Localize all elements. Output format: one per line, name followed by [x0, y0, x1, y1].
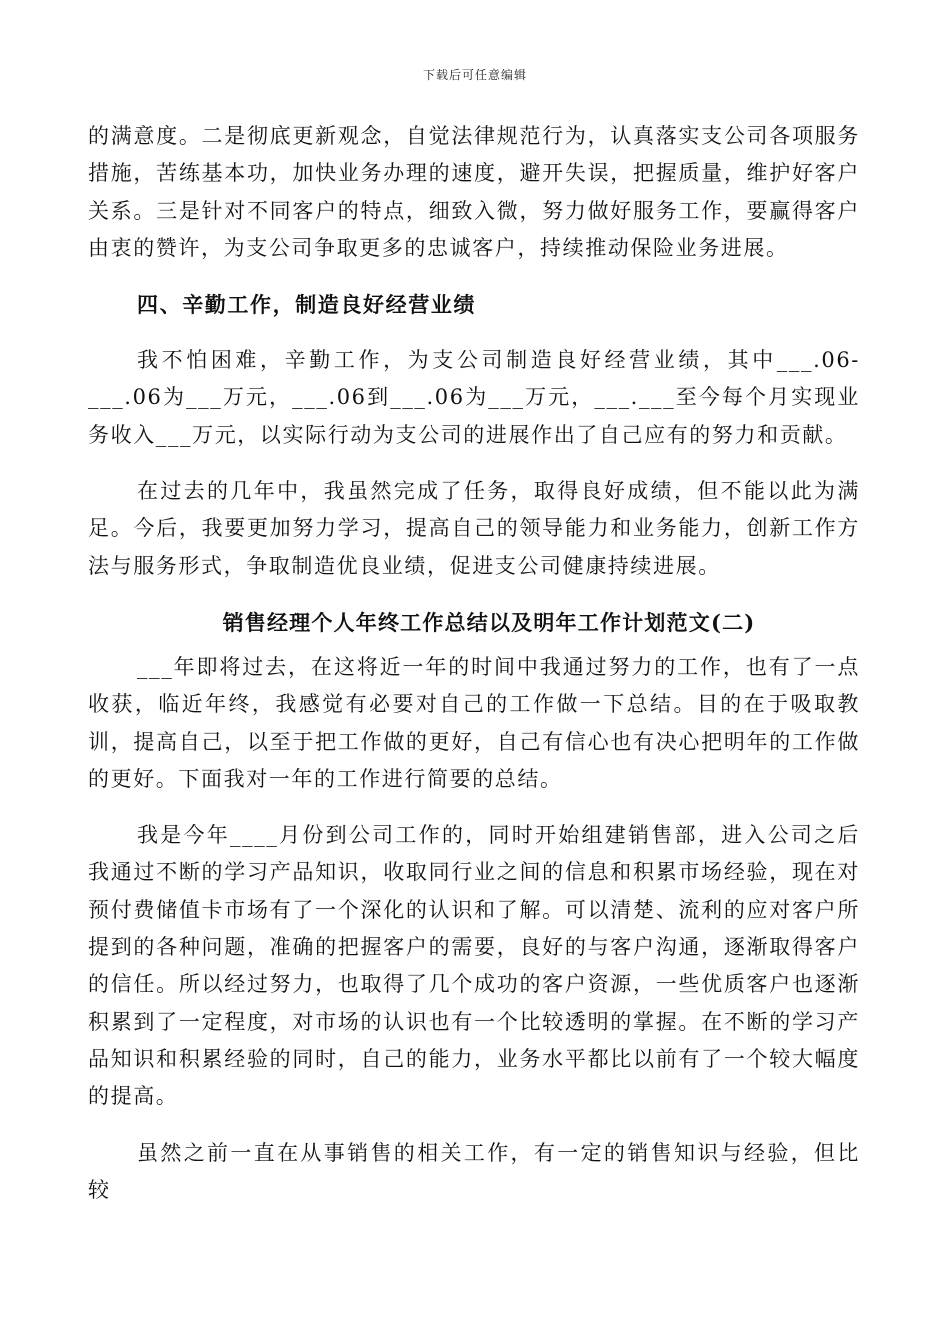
page-header: 下载后可任意编辑	[422, 68, 527, 82]
document-body	[88, 118, 860, 1209]
paragraph-experience: 我是今年____月份到公司工作的，同时开始组建销售部，进入公司之后我通过不断的学习产品知识，收取同行业之间的信息和积累市场经验，现在对预付费储值卡市场有了一个深化的认识和了解。可以清楚、流利的应对客户所提到的各种问题，准确的把握客户的需要，良好的与客户沟通，逐渐取得客户的信任。所以经过努力，也取得了几个成功的客户资源，一些优质客户也逐渐积累到了一定程度，对市场的认识也有一个比较透明的掌握。在不断的学习产品知识和积累经验的同时，自己的能力，业务水平都比以前有了一个较大幅度的提高。	[88, 823, 860, 1109]
document-title: 销售经理个人年终工作总结以及明年工作计划范文(二)	[222, 609, 756, 635]
paragraph-performance: 我不怕困难，辛勤工作，为支公司制造良好经营业绩，其中___.06-___.06为___万元，___.06到___.06为___万元，___.___至今每个月实现业务收入___万元，以实际行动为支公司的进展作出了自己应有的努力和贡献。	[88, 348, 860, 447]
paragraph-continuation: 的满意度。二是彻底更新观念，自觉法律规范行为，认真落实支公司各项服务措施，苦练基本功，加快业务办理的速度，避开失误，把握质量，维护好客户关系。三是针对不同客户的特点，细致入微，努力做好服务工作，要赢得客户由衷的赞许，为支公司争取更多的忠诚客户，持续推动保险业务进展。	[88, 124, 860, 260]
paragraph-truncated: 虽然之前一直在从事销售的相关工作，有一定的销售知识与经验，但比较	[88, 1140, 860, 1202]
paragraph-outlook: 在过去的几年中，我虽然完成了任务，取得良好成绩，但不能以此为满足。今后，我要更加努力学习，提高自己的领导能力和业务能力，创新工作方法与服务形式，争取制造优良业绩，促进支公司健康持续进展。	[88, 479, 860, 578]
section-heading: 四、辛勤工作，制造良好经营业绩	[137, 292, 476, 318]
paragraph-intro: ___年即将过去，在这将近一年的时间中我通过努力的工作，也有了一点收获，临近年终，我感觉有必要对自己的工作做一下总结。目的在于吸取教训，提高自己，以至于把工作做的更好，自己有信心也有决心把明年的工作做的更好。下面我对一年的工作进行简要的总结。	[88, 654, 860, 791]
